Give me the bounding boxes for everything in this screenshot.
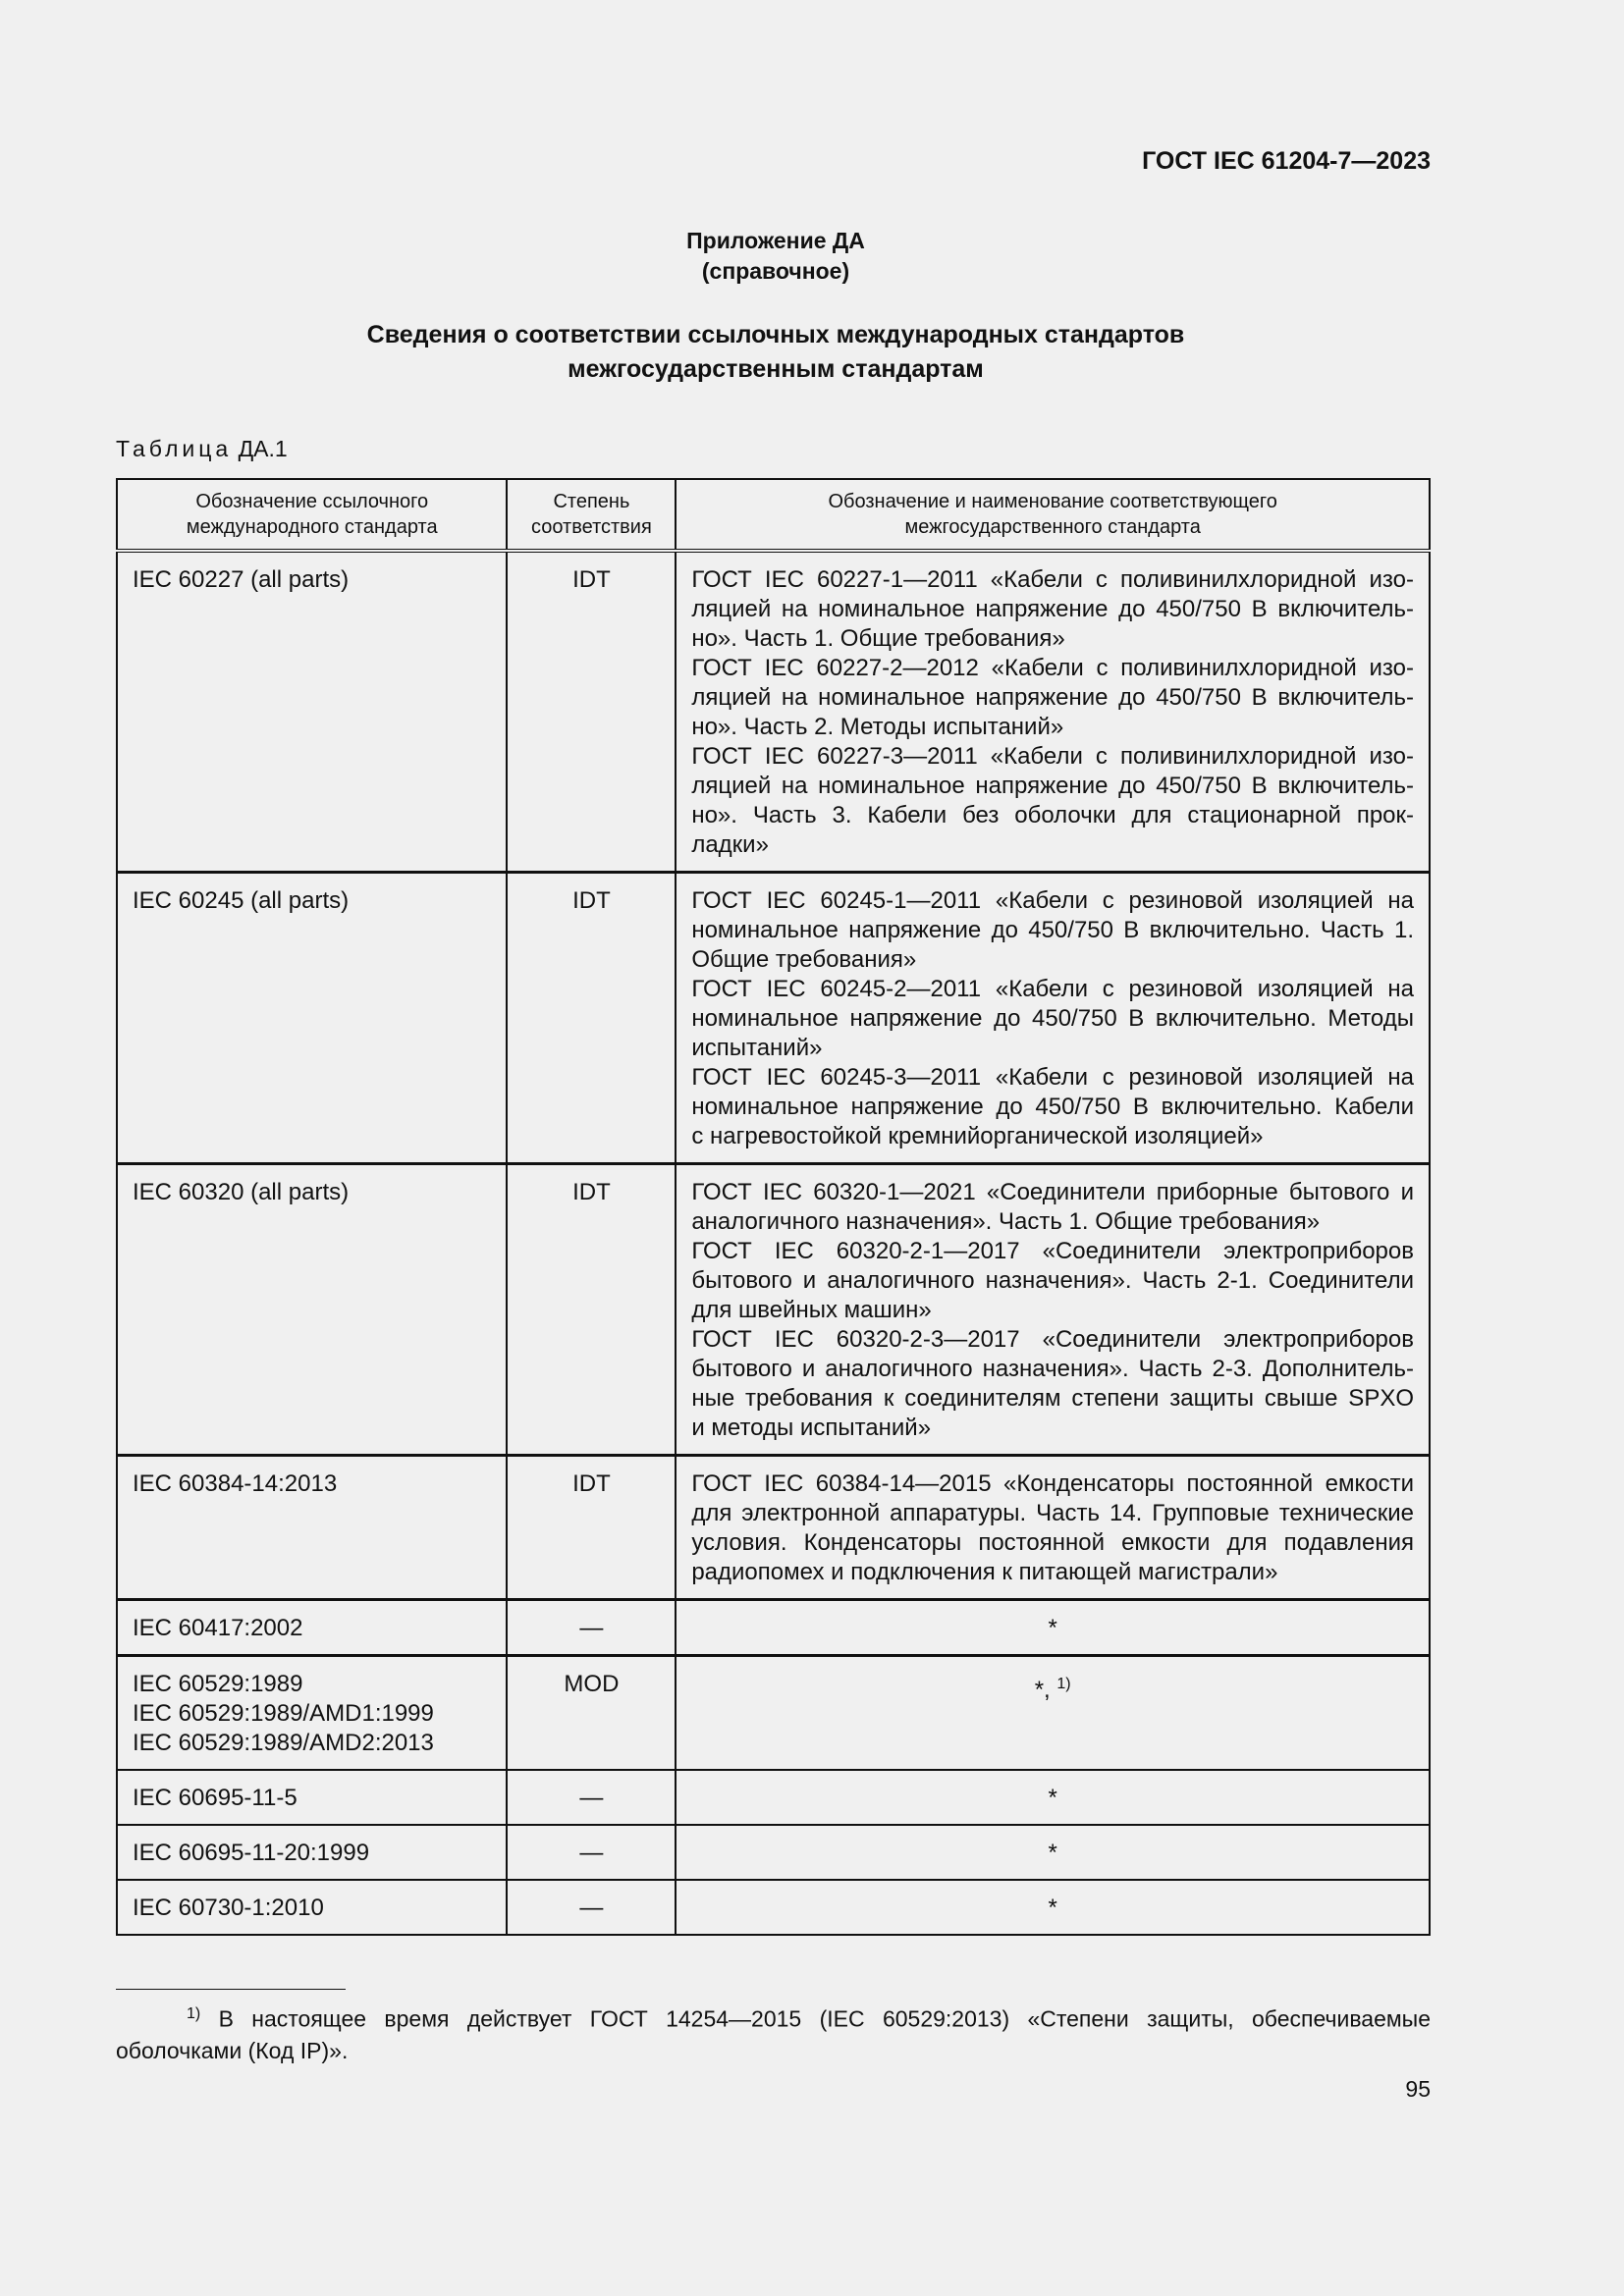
gost-text-line: ГОСТ IEC 60227-3—2011 «Кабели с поливинилхлоридной изо- (691, 743, 1414, 770)
standards-table (116, 478, 1431, 1936)
cell-degree: IDT (507, 1456, 676, 1600)
page-number: 95 (1405, 2076, 1431, 2102)
gost-text-line: ГОСТ IEC 60227-2—2012 «Кабели с поливинилхлоридной изо- (691, 655, 1414, 681)
cell-interstate-standard (676, 873, 1430, 1164)
gost-text-line: с нагревостойкой кремнийорганической изоляцией» (691, 1123, 1264, 1149)
header-text: международного стандарта (186, 516, 438, 538)
gost-text-line: радиопомех и подключения к питающей магистрали» (691, 1559, 1278, 1585)
page-title-line-2: межгосударственным стандартам (568, 355, 984, 383)
standard-designation: IEC 60529:1989 (133, 1671, 303, 1697)
gost-text-line: для электронной аппаратуры. Часть 14. Групповые технические (691, 1500, 1414, 1526)
header-text: межгосударственного стандарта (904, 516, 1201, 538)
gost-text-line: ГОСТ IEC 60245-3—2011 «Кабели с резиновой изоляцией на (691, 1064, 1414, 1091)
table-row (117, 1825, 1430, 1880)
gost-text-line: ГОСТ IEC 60320-2-3—2017 «Соединители электроприборов (691, 1326, 1414, 1353)
not-applicable-mark: *, (1034, 1677, 1051, 1703)
standard-designation: IEC 60529:1989/AMD2:2013 (133, 1730, 434, 1756)
table-label (116, 436, 288, 462)
cell-degree: — (507, 1825, 676, 1880)
cell-interstate-standard (676, 1880, 1430, 1935)
table-row (117, 1880, 1430, 1935)
footnote-divider (116, 1989, 346, 1990)
gost-text-line: испытаний» (691, 1035, 823, 1061)
not-applicable-mark: * (1048, 1615, 1057, 1641)
annex-subtitle: (справочное) (701, 258, 850, 284)
page-title-line-1: Сведения о соответствии ссылочных международных стандартов (366, 321, 1185, 348)
cell-degree: — (507, 1770, 676, 1825)
header-degree (507, 479, 676, 551)
cell-interstate-standard (676, 1600, 1430, 1656)
header-international-standard (117, 479, 507, 551)
cell-international-standard: IEC 60695-11-5 (117, 1770, 507, 1825)
gost-text-line: условия. Конденсаторы постоянной емкости для подавления (691, 1529, 1414, 1556)
gost-text-line: ляцией на номинальное напряжение до 450/750 В включитель- (691, 684, 1414, 711)
gost-text-line: ГОСТ IEC 60245-1—2011 «Кабели с резиновой изоляцией на (691, 887, 1414, 914)
cell-degree: IDT (507, 1164, 676, 1456)
cell-degree: IDT (507, 551, 676, 873)
footnote-reference: 1) (1056, 1676, 1071, 1692)
table-header-row (117, 479, 1430, 551)
cell-interstate-standard (676, 1770, 1430, 1825)
header-text: Обозначение и наименование соответствующего (828, 491, 1277, 512)
annex-heading (0, 226, 1551, 287)
gost-text-line: ные требования к соединителям степени защиты свыше SPXO (691, 1385, 1414, 1412)
page-title (0, 318, 1551, 387)
gost-text-line: для швейных машин» (691, 1297, 932, 1323)
gost-text-line: Общие требования» (691, 946, 917, 973)
cell-international-standard: IEC 60417:2002 (117, 1600, 507, 1656)
cell-interstate-standard (676, 1656, 1430, 1771)
cell-interstate-standard (676, 551, 1430, 873)
header-text: Степень (553, 491, 630, 512)
gost-text-line: ГОСТ IEC 60245-2—2011 «Кабели с резиновой изоляцией на (691, 976, 1414, 1002)
table-row (117, 873, 1430, 1164)
annex-title: Приложение ДА (686, 228, 865, 253)
gost-text-line: ляцией на номинальное напряжение до 450/750 В включитель- (691, 596, 1414, 622)
gost-text-line: ГОСТ IEC 60320-2-1—2017 «Соединители электроприборов (691, 1238, 1414, 1264)
gost-text-line: но». Часть 1. Общие требования» (691, 625, 1065, 652)
table-label-id: ДА.1 (238, 436, 288, 461)
gost-text-line: но». Часть 3. Кабели без оболочки для стационарной прок- (691, 802, 1414, 828)
cell-interstate-standard (676, 1456, 1430, 1600)
gost-text-line: ляцией на номинальное напряжение до 450/750 В включитель- (691, 773, 1414, 799)
document-code: ГОСТ IEC 61204-7—2023 (1142, 147, 1431, 175)
gost-text-line: номинальное напряжение до 450/750 В включительно. Кабели (691, 1094, 1414, 1120)
gost-text-line: номинальное напряжение до 450/750 В включительно. Часть 1. (691, 917, 1414, 943)
table-row (117, 1600, 1430, 1656)
cell-interstate-standard (676, 1164, 1430, 1456)
gost-text-line: бытового и аналогичного назначения». Часть 2-1. Соединители (691, 1267, 1414, 1294)
gost-text-line: ГОСТ IEC 60320-1—2021 «Соединители приборные бытового и (691, 1179, 1414, 1205)
cell-interstate-standard (676, 1825, 1430, 1880)
cell-degree: — (507, 1880, 676, 1935)
footnote-line-2: оболочками (Код IP)». (116, 2037, 349, 2063)
footnote-text-1: В настоящее время действует ГОСТ 14254—2015 (IEC 60529:2013) «Степени защиты, обеспечиваемые (200, 2005, 1431, 2032)
cell-international-standard (117, 1656, 507, 1771)
standard-designation: IEC 60529:1989/AMD1:1999 (133, 1700, 434, 1727)
cell-international-standard: IEC 60227 (all parts) (117, 551, 507, 873)
table-row (117, 1456, 1430, 1600)
table-row (117, 1164, 1430, 1456)
table-label-prefix: Таблица (116, 436, 233, 461)
cell-international-standard: IEC 60245 (all parts) (117, 873, 507, 1164)
gost-text-line: и методы испытаний» (691, 1415, 932, 1441)
header-interstate-standard (676, 479, 1430, 551)
cell-degree: — (507, 1600, 676, 1656)
gost-text-line: аналогичного назначения». Часть 1. Общие требования» (691, 1208, 1321, 1235)
gost-text-line: ладки» (691, 831, 769, 858)
table-row (117, 1656, 1430, 1771)
gost-text-line: ГОСТ IEC 60227-1—2011 «Кабели с поливинилхлоридной изо- (691, 566, 1414, 593)
footnote-marker: 1) (187, 2005, 201, 2022)
header-text: соответствия (531, 516, 652, 538)
cell-international-standard: IEC 60730-1:2010 (117, 1880, 507, 1935)
cell-international-standard: IEC 60320 (all parts) (117, 1164, 507, 1456)
gost-text-line: ГОСТ IEC 60384-14—2015 «Конденсаторы постоянной емкости (691, 1470, 1414, 1497)
not-applicable-mark: * (1048, 1840, 1057, 1866)
cell-degree: MOD (507, 1656, 676, 1771)
footnote-line-1 (116, 1999, 1431, 2035)
cell-degree: IDT (507, 873, 676, 1164)
not-applicable-mark: * (1048, 1785, 1057, 1811)
table-row (117, 551, 1430, 873)
header-text: Обозначение ссылочного (195, 491, 429, 512)
gost-text-line: бытового и аналогичного назначения». Часть 2-3. Дополнитель- (691, 1356, 1414, 1382)
gost-text-line: номинальное напряжение до 450/750 В включительно. Методы (691, 1005, 1414, 1032)
cell-international-standard: IEC 60695-11-20:1999 (117, 1825, 507, 1880)
footnote (116, 1999, 1431, 2066)
gost-text-line: но». Часть 2. Методы испытаний» (691, 714, 1064, 740)
cell-international-standard: IEC 60384-14:2013 (117, 1456, 507, 1600)
table-row (117, 1770, 1430, 1825)
not-applicable-mark: * (1048, 1895, 1057, 1921)
